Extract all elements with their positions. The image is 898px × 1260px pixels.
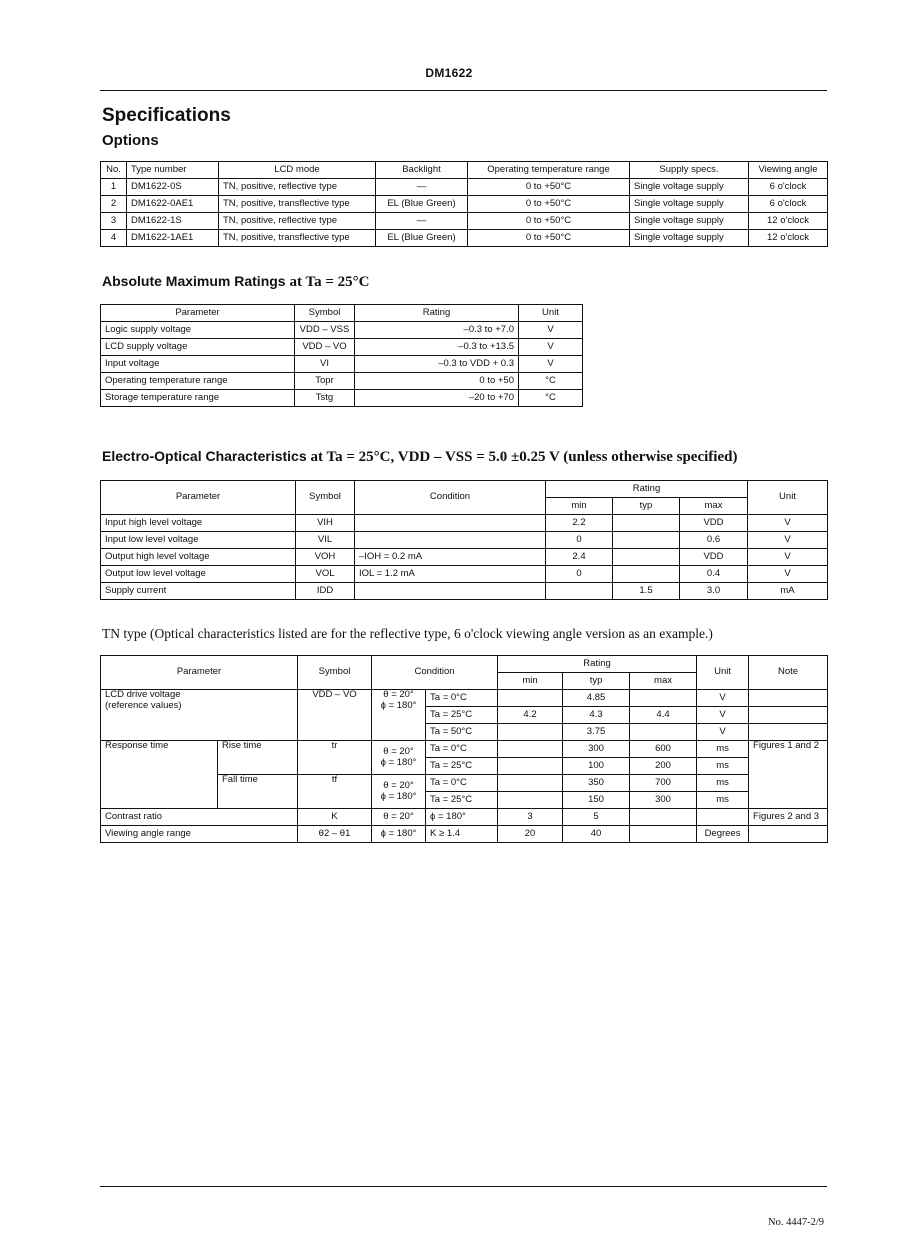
options-cell: 0 to +50°C [468, 213, 630, 230]
options-cell: TN, positive, transflective type [219, 196, 376, 213]
tn-unit-cell [697, 809, 749, 826]
page-title: Specifications [102, 105, 231, 126]
options-table [100, 161, 828, 247]
amr-cell: Input voltage [101, 356, 295, 373]
tn-min-cell: 4.2 [498, 707, 563, 724]
options-cell: Single voltage supply [630, 179, 749, 196]
options-cell: 12 o'clock [749, 213, 828, 230]
options-cell: 0 to +50°C [468, 196, 630, 213]
options-cell: TN, positive, transflective type [219, 230, 376, 247]
eo-row [101, 566, 828, 583]
options-col-backlight: Backlight [376, 162, 468, 179]
options-cell: Single voltage supply [630, 213, 749, 230]
options-row [101, 196, 828, 213]
tn-note-cell [749, 707, 828, 724]
tn-typ-cell: 350 [563, 775, 630, 792]
tn-sub-rise-time: Rise time [218, 741, 298, 775]
tn-col-symbol: Symbol [298, 656, 372, 690]
options-col-lcd-mode: LCD mode [219, 162, 376, 179]
amr-cell: VI [295, 356, 355, 373]
tn-ta-cell: Ta = 25°C [426, 758, 498, 775]
tn-cond-cell: θ = 20° [372, 809, 426, 826]
eo-col-rating: Rating [546, 481, 748, 498]
tn-param-contrast: Contrast ratio [101, 809, 298, 826]
eo-col-min: min [546, 498, 613, 515]
amr-cell: V [519, 322, 583, 339]
eo-cell: V [748, 549, 828, 566]
tn-note-cell [749, 724, 828, 741]
amr-cell: V [519, 339, 583, 356]
header-rule [100, 90, 827, 91]
tn-max-cell [630, 690, 697, 707]
eo-row [101, 515, 828, 532]
document-id-header: DM1622 [425, 66, 473, 80]
amr-cell: VDD – VO [295, 339, 355, 356]
tn-cond-cell: ϕ = 180° [372, 826, 426, 843]
tn-lcd-drive-row [101, 690, 828, 707]
tn-typ-cell: 4.85 [563, 690, 630, 707]
tn-symbol-cell: VDD – VO [298, 690, 372, 741]
options-row [101, 213, 828, 230]
amr-col-symbol: Symbol [295, 305, 355, 322]
eo-cell: –IOH = 0.2 mA [355, 549, 546, 566]
amr-cell: 0 to +50 [355, 373, 519, 390]
tn-viewing-row [101, 826, 828, 843]
options-cell: Single voltage supply [630, 230, 749, 247]
eo-cell: Input high level voltage [101, 515, 296, 532]
amr-cell: Storage temperature range [101, 390, 295, 407]
tn-typ-cell: 150 [563, 792, 630, 809]
tn-col-max: max [630, 673, 697, 690]
tn-max-cell: 700 [630, 775, 697, 792]
eo-cell: 2.2 [546, 515, 613, 532]
page-number: No. 4447-2/9 [768, 1217, 824, 1228]
eo-col-symbol: Symbol [296, 481, 355, 515]
options-cell: TN, positive, reflective type [219, 213, 376, 230]
options-cell: DM1622-0AE1 [127, 196, 219, 213]
options-cell: 12 o'clock [749, 230, 828, 247]
options-cell: 0 to +50°C [468, 179, 630, 196]
amr-col-rating: Rating [355, 305, 519, 322]
amr-cell: –0.3 to +7.0 [355, 322, 519, 339]
eo-cell: VIH [296, 515, 355, 532]
amr-header-row [101, 305, 583, 322]
eo-cell: 0.4 [680, 566, 748, 583]
eo-row [101, 532, 828, 549]
eo-cell: Output high level voltage [101, 549, 296, 566]
eo-cell: IOL = 1.2 mA [355, 566, 546, 583]
options-col-no: No. [101, 162, 127, 179]
amr-cell: °C [519, 390, 583, 407]
eo-cell: VOL [296, 566, 355, 583]
amr-heading-main: Absolute Maximum Ratings [102, 273, 286, 289]
tn-max-cell: 200 [630, 758, 697, 775]
options-cell: 2 [101, 196, 127, 213]
tn-param-lcd-drive: LCD drive voltage (reference values) [101, 690, 298, 741]
tn-max-cell [630, 809, 697, 826]
tn-typ-cell: 300 [563, 741, 630, 758]
tn-col-rating: Rating [498, 656, 697, 673]
tn-note-cell: Figures 2 and 3 [749, 809, 828, 826]
amr-col-parameter: Parameter [101, 305, 295, 322]
eo-cell: V [748, 532, 828, 549]
tn-unit-cell: ms [697, 758, 749, 775]
amr-cell: –20 to +70 [355, 390, 519, 407]
amr-cell: °C [519, 373, 583, 390]
eo-cell: 0 [546, 566, 613, 583]
options-col-type-number: Type number [127, 162, 219, 179]
amr-cell: VDD – VSS [295, 322, 355, 339]
tn-min-cell: 20 [498, 826, 563, 843]
options-cell: 6 o'clock [749, 179, 828, 196]
tn-typ-cell: 40 [563, 826, 630, 843]
eo-cell [355, 583, 546, 600]
tn-unit-cell: V [697, 707, 749, 724]
amr-cell: Operating temperature range [101, 373, 295, 390]
tn-symbol-cell: K [298, 809, 372, 826]
options-cell: DM1622-0S [127, 179, 219, 196]
tn-min-cell [498, 792, 563, 809]
tn-ta-cell: Ta = 0°C [426, 690, 498, 707]
tn-col-unit: Unit [697, 656, 749, 690]
tn-symbol-cell: θ2 – θ1 [298, 826, 372, 843]
tn-typ-cell: 5 [563, 809, 630, 826]
tn-angle-cond: θ = 20° ϕ = 180° [372, 775, 426, 809]
eo-col-unit: Unit [748, 481, 828, 515]
options-cell: — [376, 213, 468, 230]
tn-ta-cell: Ta = 0°C [426, 741, 498, 758]
eo-cell: 0 [546, 532, 613, 549]
options-col-viewing-angle: Viewing angle [749, 162, 828, 179]
options-cell: — [376, 179, 468, 196]
options-heading: Options [102, 132, 159, 149]
eo-cell [355, 532, 546, 549]
tn-contrast-row [101, 809, 828, 826]
tn-symbol-cell: tr [298, 741, 372, 775]
tn-max-cell: 300 [630, 792, 697, 809]
tn-ta-cell: Ta = 25°C [426, 792, 498, 809]
eo-cell: Input low level voltage [101, 532, 296, 549]
options-cell: 6 o'clock [749, 196, 828, 213]
tn-optical-table [100, 655, 828, 843]
eo-cell: 3.0 [680, 583, 748, 600]
options-row [101, 230, 828, 247]
options-cell: 4 [101, 230, 127, 247]
eo-cell: 2.4 [546, 549, 613, 566]
amr-row [101, 356, 583, 373]
absolute-maximum-ratings-table [100, 304, 583, 407]
options-cell: DM1622-1AE1 [127, 230, 219, 247]
tn-col-condition: Condition [372, 656, 498, 690]
options-cell: DM1622-1S [127, 213, 219, 230]
tn-max-cell [630, 724, 697, 741]
tn-type-note: TN type (Optical characteristics listed are for the reflective type, 6 o'clock viewing angle version as an example.) [102, 626, 713, 641]
tn-typ-cell: 4.3 [563, 707, 630, 724]
tn-param-response-time: Response time [101, 741, 218, 809]
tn-unit-cell: Degrees [697, 826, 749, 843]
eo-row [101, 549, 828, 566]
amr-cell: –0.3 to VDD + 0.3 [355, 356, 519, 373]
eo-cell: V [748, 515, 828, 532]
tn-max-cell [630, 826, 697, 843]
tn-ta-cell: Ta = 25°C [426, 707, 498, 724]
options-cell: 0 to +50°C [468, 230, 630, 247]
eo-cell: mA [748, 583, 828, 600]
eo-row [101, 583, 828, 600]
electro-optical-table [100, 480, 828, 600]
eo-col-typ: typ [613, 498, 680, 515]
eo-cell: VIL [296, 532, 355, 549]
options-cell: 3 [101, 213, 127, 230]
eo-cell [613, 566, 680, 583]
options-cell: Single voltage supply [630, 196, 749, 213]
tn-unit-cell: ms [697, 741, 749, 758]
eo-cell: VDD [680, 515, 748, 532]
tn-response-row [101, 741, 828, 758]
tn-min-cell [498, 724, 563, 741]
tn-col-min: min [498, 673, 563, 690]
eo-cell: VOH [296, 549, 355, 566]
options-cell: 1 [101, 179, 127, 196]
eo-heading-main: Electro-Optical Characteristics [102, 448, 307, 464]
tn-sub-fall-time: Fall time [218, 775, 298, 809]
eo-cell [613, 549, 680, 566]
amr-cell: V [519, 356, 583, 373]
options-cell: TN, positive, reflective type [219, 179, 376, 196]
tn-ta-cell: Ta = 0°C [426, 775, 498, 792]
amr-cell: Topr [295, 373, 355, 390]
amr-row [101, 390, 583, 407]
tn-note-cell [749, 826, 828, 843]
tn-typ-cell: 3.75 [563, 724, 630, 741]
tn-col-typ: typ [563, 673, 630, 690]
tn-col-note: Note [749, 656, 828, 690]
options-cell: EL (Blue Green) [376, 196, 468, 213]
eo-cell: 0.6 [680, 532, 748, 549]
options-cell: EL (Blue Green) [376, 230, 468, 247]
tn-param-viewing: Viewing angle range [101, 826, 298, 843]
eo-cell: V [748, 566, 828, 583]
eo-cell [613, 515, 680, 532]
amr-heading [102, 273, 369, 291]
tn-unit-cell: V [697, 690, 749, 707]
tn-cond-cell: K ≥ 1.4 [426, 826, 498, 843]
amr-row [101, 339, 583, 356]
eo-cell [546, 583, 613, 600]
tn-unit-cell: V [697, 724, 749, 741]
tn-note-cell [749, 690, 828, 707]
eo-col-parameter: Parameter [101, 481, 296, 515]
eo-col-condition: Condition [355, 481, 546, 515]
amr-cell: –0.3 to +13.5 [355, 339, 519, 356]
tn-ta-cell: Ta = 50°C [426, 724, 498, 741]
tn-min-cell [498, 758, 563, 775]
tn-min-cell [498, 775, 563, 792]
eo-heading [102, 448, 737, 466]
eo-cell: Supply current [101, 583, 296, 600]
eo-cell [355, 515, 546, 532]
amr-cell: Logic supply voltage [101, 322, 295, 339]
amr-col-unit: Unit [519, 305, 583, 322]
amr-row [101, 373, 583, 390]
options-header-row [101, 162, 828, 179]
eo-heading-condition: at Ta = 25°C, VDD – VSS = 5.0 ±0.25 V (unless otherwise specified) [310, 449, 738, 465]
amr-cell: LCD supply voltage [101, 339, 295, 356]
footer-rule [100, 1186, 827, 1187]
eo-cell: Output low level voltage [101, 566, 296, 583]
tn-angle-cond: θ = 20° ϕ = 180° [372, 690, 426, 741]
eo-cell [613, 532, 680, 549]
eo-cell: IDD [296, 583, 355, 600]
tn-unit-cell: ms [697, 775, 749, 792]
eo-cell: 1.5 [613, 583, 680, 600]
tn-min-cell: 3 [498, 809, 563, 826]
amr-cell: Tstg [295, 390, 355, 407]
options-col-operating-temp: Operating temperature range [468, 162, 630, 179]
amr-heading-condition: at Ta = 25°C [289, 274, 370, 290]
tn-note-cell: Figures 1 and 2 [749, 741, 828, 809]
tn-unit-cell: ms [697, 792, 749, 809]
tn-typ-cell: 100 [563, 758, 630, 775]
tn-angle-cond: θ = 20° ϕ = 180° [372, 741, 426, 775]
options-col-supply-specs: Supply specs. [630, 162, 749, 179]
amr-row [101, 322, 583, 339]
options-row [101, 179, 828, 196]
eo-col-max: max [680, 498, 748, 515]
tn-max-cell: 4.4 [630, 707, 697, 724]
tn-min-cell [498, 741, 563, 758]
tn-col-parameter: Parameter [101, 656, 298, 690]
eo-cell: VDD [680, 549, 748, 566]
tn-min-cell [498, 690, 563, 707]
tn-max-cell: 600 [630, 741, 697, 758]
tn-symbol-cell: tf [298, 775, 372, 809]
tn-cond-cell: ϕ = 180° [426, 809, 498, 826]
